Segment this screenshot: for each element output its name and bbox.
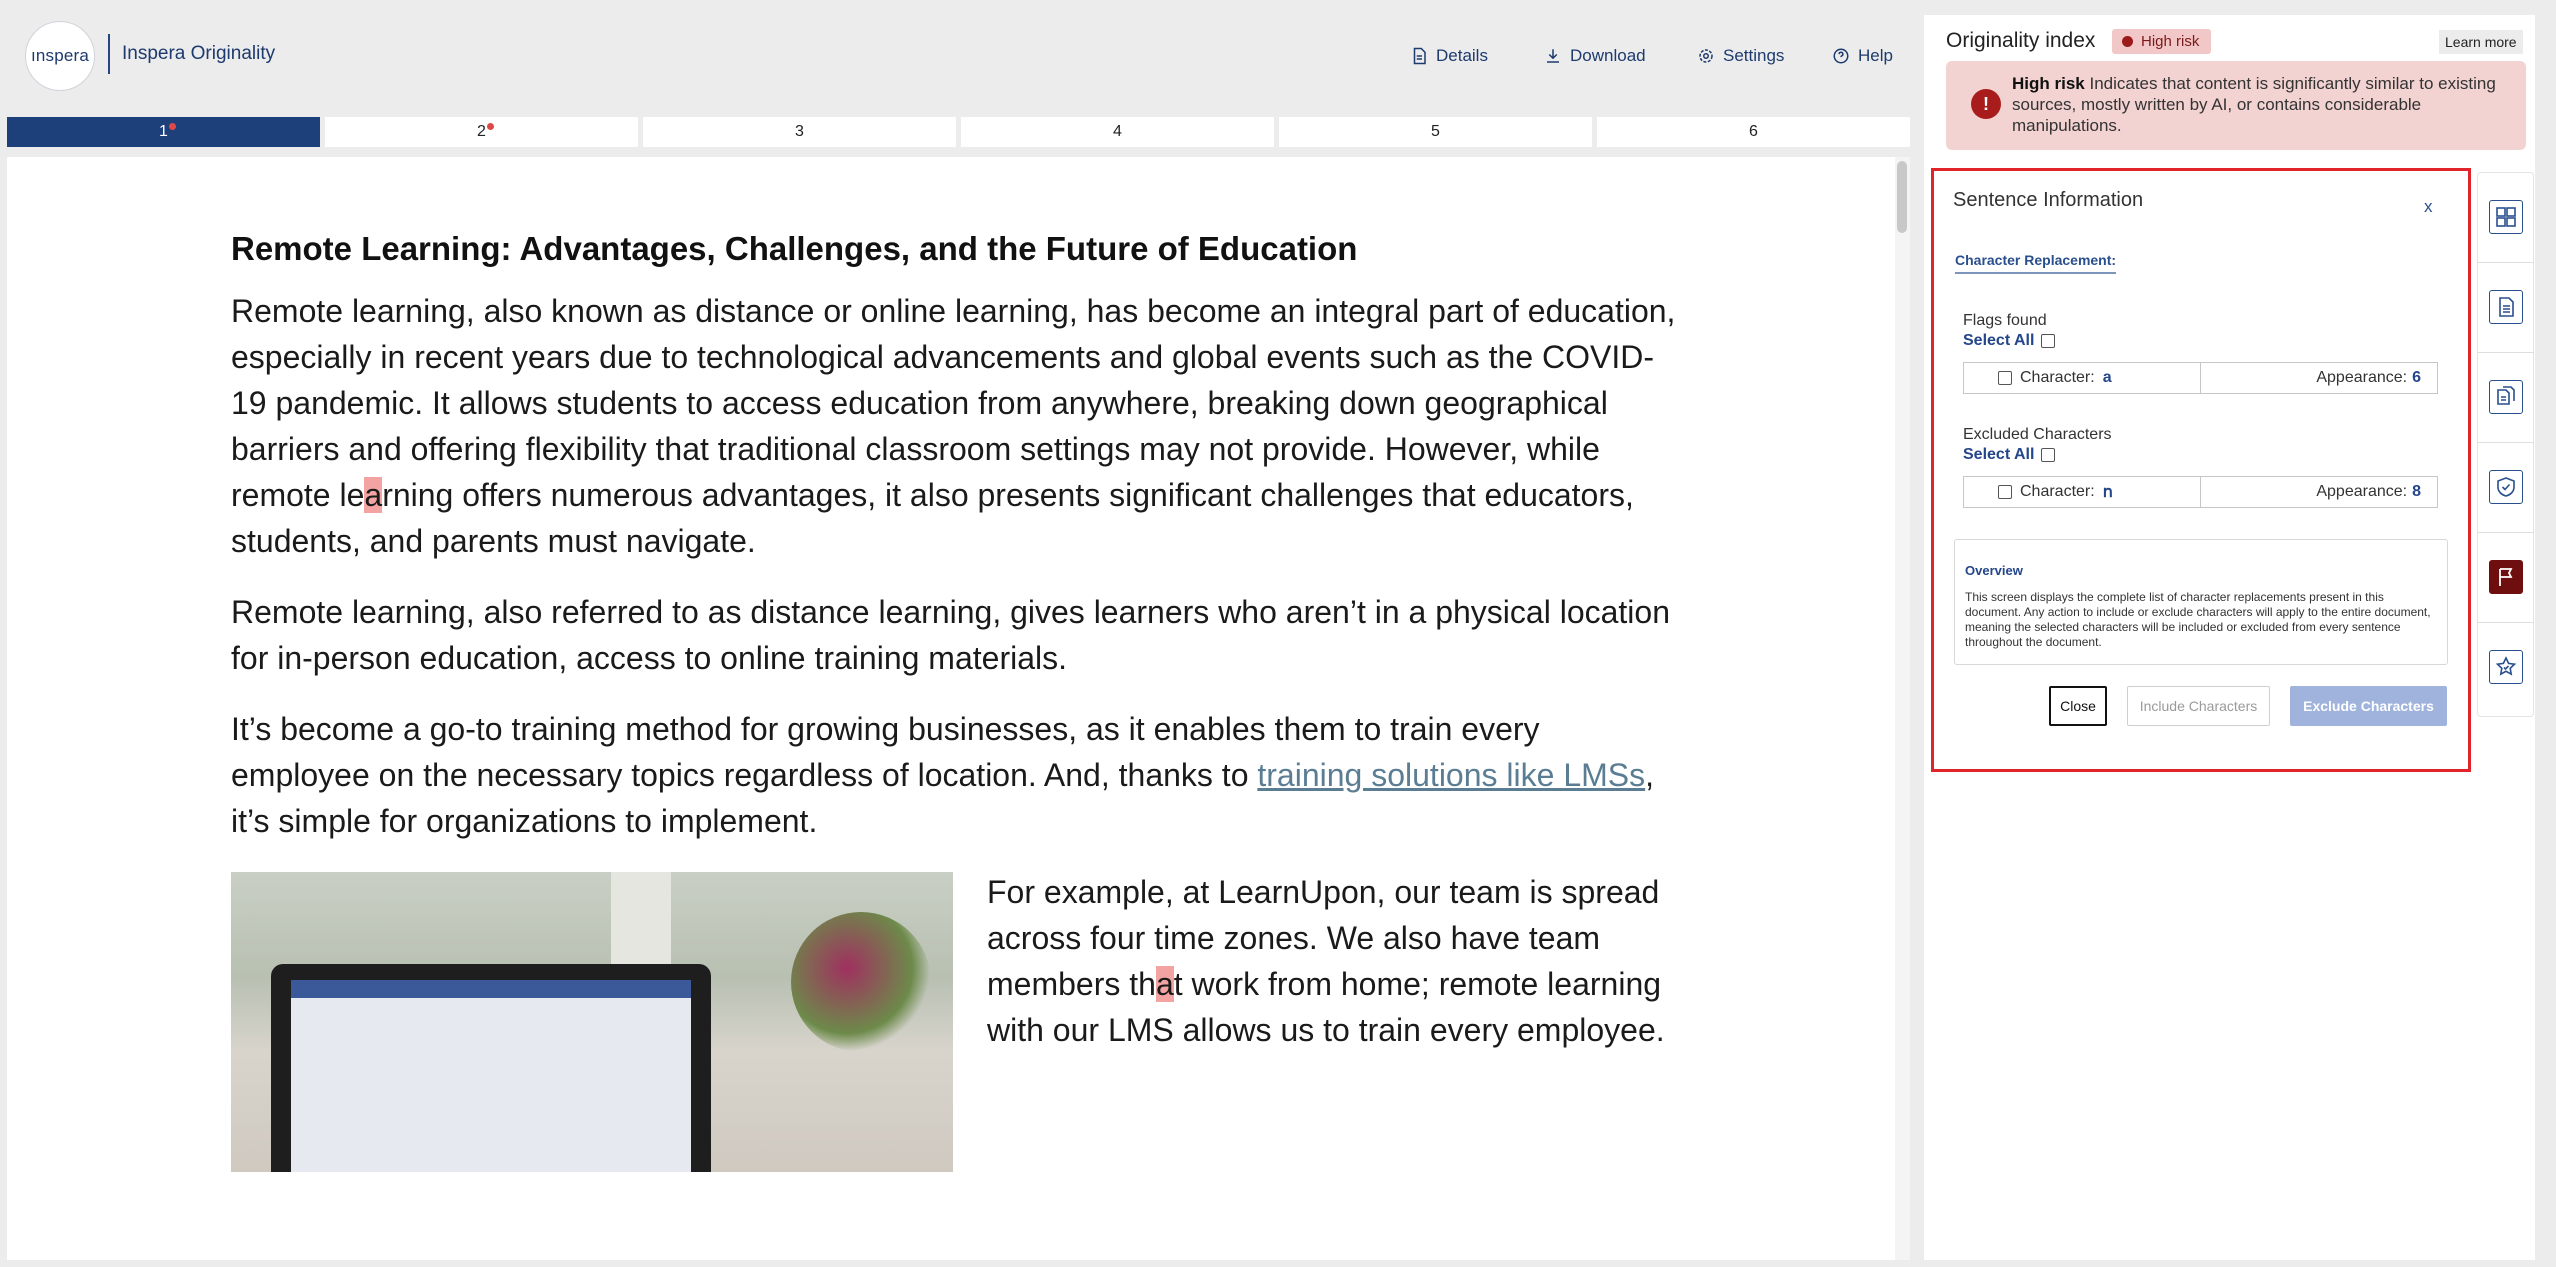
inspera-logo[interactable] (25, 21, 95, 91)
risk-alert-text (2012, 73, 2512, 136)
page-tab-4[interactable] (961, 117, 1274, 147)
close-x-button[interactable]: x (2424, 197, 2433, 216)
logo-divider (108, 34, 110, 74)
settings-label: Settings (1723, 46, 1785, 65)
download-icon (1544, 47, 1562, 65)
ai-star-icon (2489, 650, 2523, 684)
appearance-value: 8 (2412, 483, 2421, 500)
select-all-flags[interactable] (1963, 332, 2055, 350)
page-tab-label: 2 (477, 123, 486, 140)
alert-icon: ! (1971, 89, 2001, 119)
page-tab-label: 6 (1749, 123, 1758, 140)
lms-link[interactable]: training solutions like LMSs (1257, 756, 1646, 793)
flag-row (1963, 362, 2438, 394)
image-row (231, 869, 1681, 1169)
character-label: Character: (2020, 369, 2095, 386)
laptop-photo (231, 872, 953, 1172)
page-tab-2[interactable] (325, 117, 638, 147)
appearance-value: 6 (2412, 369, 2421, 386)
page-tab-label: 1 (159, 123, 168, 140)
page-tab-3[interactable] (643, 117, 956, 147)
select-all-excluded[interactable] (1963, 446, 2055, 464)
shield-icon (2489, 470, 2523, 504)
exclude-characters-button[interactable]: Exclude Characters (2290, 686, 2447, 726)
risk-badge-label: High risk (2141, 33, 2200, 50)
paragraph-text: It’s become a go-to training method for growing businesses, as it enables them to train every employee on the necessary topics regardless of location. And, thanks to (231, 710, 1540, 793)
flags-found-label: Flags found (1963, 312, 2047, 329)
photo-flowers (791, 912, 931, 1052)
flag-row-checkbox[interactable] (1998, 371, 2012, 385)
page-tabs (7, 117, 1910, 147)
paragraph-1 (231, 288, 1681, 564)
paragraph-text: rning offers numerous advantages, it also presents significant challenges that educators, students, and parents must navigate. (231, 476, 1634, 559)
risk-alert-bold: High risk (2012, 74, 2085, 93)
download-label: Download (1570, 46, 1646, 65)
help-label: Help (1858, 46, 1893, 65)
document-title: Remote Learning: Advantages, Challenges, and the Future of Education (231, 230, 1358, 267)
flag-row-appearance (2201, 363, 2437, 393)
rail-overview-button[interactable] (2477, 172, 2534, 262)
paragraph-text: t work from home; remote learning with our LMS allows us to train every employee. (987, 965, 1665, 1048)
gear-icon (1697, 47, 1715, 65)
page-tab-label: 5 (1431, 123, 1440, 140)
flag-icon (2489, 560, 2523, 594)
flagged-character[interactable]: a (364, 476, 383, 513)
select-all-label: Select All (1963, 332, 2035, 349)
document-content (231, 228, 1681, 1169)
flag-row-character (1964, 363, 2201, 393)
app-title: Inspera Originality (122, 43, 276, 64)
risk-alert (1946, 61, 2526, 150)
paragraph-text: For example, at LearnUpon, our team is spread across four time zones. We also have team members th (987, 873, 1660, 1002)
risk-badge (2112, 29, 2211, 54)
excluded-row-appearance (2201, 477, 2437, 507)
character-label: Character: (2020, 483, 2095, 500)
overview-title: Overview (1965, 563, 2023, 578)
rail-sources-button[interactable] (2477, 352, 2534, 442)
details-button[interactable] (1410, 46, 1488, 66)
excluded-row (1963, 476, 2438, 508)
paragraph-3 (231, 706, 1681, 844)
originality-index-title: Originality index (1946, 29, 2096, 52)
sentence-info-title: Sentence Information (1953, 189, 2144, 211)
tab-character-replacement[interactable]: Character Replacement: (1955, 252, 2116, 274)
flagged-character[interactable]: a (1155, 965, 1174, 1002)
select-all-excluded-checkbox[interactable] (2041, 448, 2055, 462)
learn-more-button[interactable]: Learn more (2439, 30, 2523, 54)
excluded-row-checkbox[interactable] (1998, 485, 2012, 499)
details-label: Details (1436, 46, 1488, 65)
overview-box (1954, 539, 2448, 665)
settings-button[interactable] (1697, 46, 1784, 66)
logo-text: ınspera (30, 46, 90, 65)
rail-ai-button[interactable] (2477, 622, 2534, 712)
rail-shield-button[interactable] (2477, 442, 2534, 532)
copy-documents-icon (2489, 380, 2523, 414)
character-value: a (2102, 369, 2112, 386)
photo-screen (291, 980, 691, 1172)
document-scrollbar-thumb[interactable] (1897, 161, 1907, 233)
paragraph-2: Remote learning, also referred to as distance learning, gives learners who aren’t in a physical location for in-person education, access to online training materials. (231, 593, 1670, 676)
paragraph-text: Remote learning, also known as distance or online learning, has become an integral part of education, especially in recent years due to technological advancements and global events such as the COVID-19 pandemic. It allows students to access education from anywhere, breaking down geographical barriers and offering flexibility that traditional classroom settings may not provide. However, while remote le (231, 292, 1676, 513)
character-value: ո (2102, 484, 2113, 501)
flag-dot (169, 123, 176, 130)
appearance-label: Appearance: (2316, 483, 2408, 500)
flag-dot (487, 123, 494, 130)
page-tab-1[interactable] (7, 117, 320, 147)
select-all-label: Select All (1963, 446, 2035, 463)
risk-dot-icon (2122, 36, 2133, 47)
grid-icon (2489, 200, 2523, 234)
risk-alert-description: Indicates that content is significantly similar to existing sources, mostly written by AI, or contains considerable manipulations. (2012, 74, 2496, 135)
overview-text: This screen displays the complete list of character replacements present in this document. Any action to include or exclude characters will apply to the entire document, meaning the selected characters will be included or excluded from every sentence throughout the document. (1965, 590, 2431, 649)
document-icon (2489, 290, 2523, 324)
photo-screen-bar (291, 980, 691, 998)
page-tab-6[interactable] (1597, 117, 1910, 147)
paragraph-4 (987, 869, 1687, 1053)
excluded-row-character (1964, 477, 2201, 507)
document-icon (1410, 47, 1428, 65)
page-tab-label: 3 (795, 123, 804, 140)
select-all-flags-checkbox[interactable] (2041, 334, 2055, 348)
excluded-characters-label: Excluded Characters (1963, 426, 2112, 443)
appearance-label: Appearance: (2316, 369, 2408, 386)
page-tab-label: 4 (1113, 123, 1122, 140)
paragraph-text: , it’s simple for organizations to implement. (231, 756, 1654, 839)
help-button[interactable] (1832, 46, 1893, 66)
page-tab-5[interactable] (1279, 117, 1592, 147)
download-button[interactable] (1544, 46, 1646, 66)
include-characters-button[interactable]: Include Characters (2127, 686, 2270, 726)
rail-flag-button[interactable] (2477, 532, 2534, 622)
rail-document-button[interactable] (2477, 262, 2534, 352)
help-icon (1832, 47, 1850, 65)
close-button[interactable]: Close (2049, 686, 2107, 726)
document-scrollbar[interactable] (1895, 157, 1910, 1260)
app-header (0, 0, 1920, 112)
